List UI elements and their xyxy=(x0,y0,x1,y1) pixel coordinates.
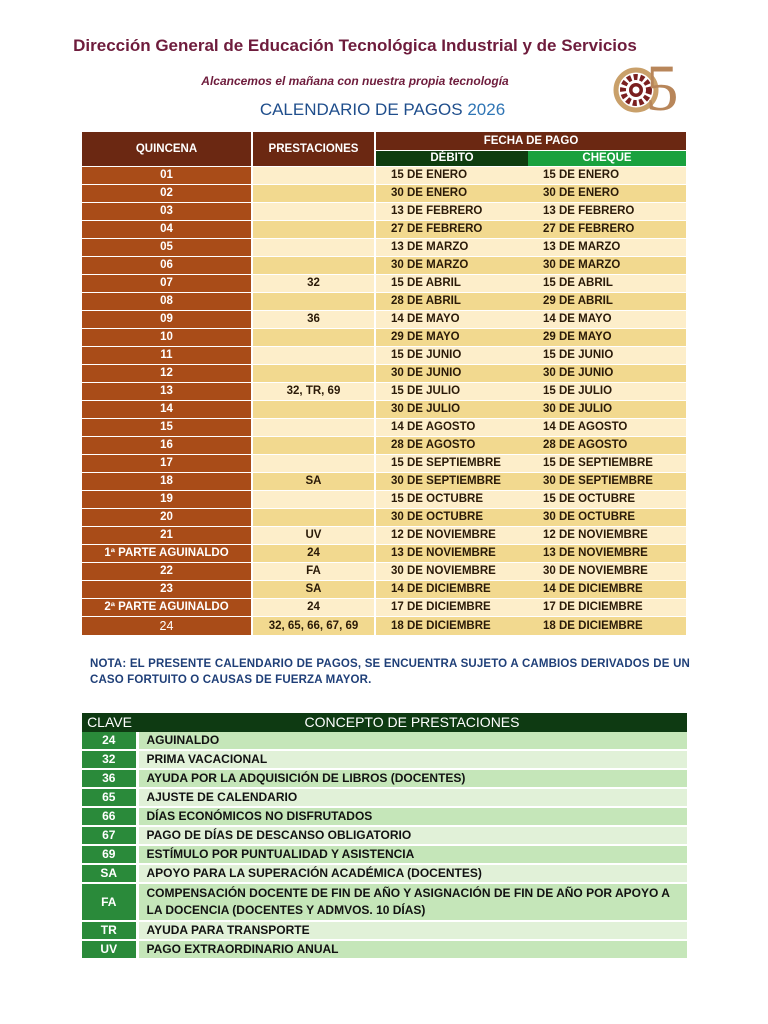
prestaciones-cell xyxy=(252,437,375,455)
prestaciones-cell xyxy=(252,203,375,221)
quincena-cell: 20 xyxy=(82,509,252,527)
cheque-date-cell: 29 DE MAYO xyxy=(528,329,686,347)
quincena-cell: 22 xyxy=(82,563,252,581)
prestaciones-cell: 32, 65, 66, 67, 69 xyxy=(252,617,375,636)
quincena-cell: 15 xyxy=(82,419,252,437)
quincena-cell: 11 xyxy=(82,347,252,365)
cheque-date-cell: 30 DE JUNIO xyxy=(528,365,686,383)
table-row xyxy=(82,509,686,527)
cheque-date-cell: 15 DE ABRIL xyxy=(528,275,686,293)
cheque-date-cell: 14 DE AGOSTO xyxy=(528,419,686,437)
prestaciones-cell xyxy=(252,257,375,275)
cheque-date-cell: 17 DE DICIEMBRE xyxy=(528,599,686,617)
table-row xyxy=(82,563,686,581)
concepto-cell: AYUDA POR LA ADQUISICIÓN DE LIBROS (DOCENTES) xyxy=(137,769,687,788)
debito-date-cell: 30 DE ENERO xyxy=(375,185,528,203)
cheque-date-cell: 30 DE ENERO xyxy=(528,185,686,203)
table-row xyxy=(82,732,687,750)
debito-date-cell: 28 DE ABRIL xyxy=(375,293,528,311)
quincena-cell: 23 xyxy=(82,581,252,599)
debito-date-cell: 29 DE MAYO xyxy=(375,329,528,347)
cheque-date-cell: 30 DE NOVIEMBRE xyxy=(528,563,686,581)
prestaciones-cell xyxy=(252,239,375,257)
debito-date-cell: 13 DE FEBRERO xyxy=(375,203,528,221)
prestaciones-cell: 32, TR, 69 xyxy=(252,383,375,401)
cheque-date-cell: 14 DE MAYO xyxy=(528,311,686,329)
debito-date-cell: 15 DE JULIO xyxy=(375,383,528,401)
concepto-cell: AGUINALDO xyxy=(137,732,687,750)
table-row xyxy=(82,455,686,473)
clave-cell: TR xyxy=(82,921,137,940)
debito-date-cell: 15 DE OCTUBRE xyxy=(375,491,528,509)
cheque-date-cell: 30 DE MARZO xyxy=(528,257,686,275)
prestaciones-cell xyxy=(252,509,375,527)
debito-date-cell: 15 DE SEPTIEMBRE xyxy=(375,455,528,473)
clave-cell: 36 xyxy=(82,769,137,788)
concepto-cell: PRIMA VACACIONAL xyxy=(137,750,687,769)
table-row xyxy=(82,527,686,545)
table-row xyxy=(82,750,687,769)
debito-date-cell: 27 DE FEBRERO xyxy=(375,221,528,239)
institution-motto: Alcancemos el mañana con nuestra propia tecnología xyxy=(201,74,509,88)
clave-cell: 24 xyxy=(82,732,137,750)
cheque-date-cell: 15 DE JULIO xyxy=(528,383,686,401)
debito-date-cell: 30 DE OCTUBRE xyxy=(375,509,528,527)
cheque-date-cell: 30 DE SEPTIEMBRE xyxy=(528,473,686,491)
quincena-cell: 08 xyxy=(82,293,252,311)
institution-title: Dirección General de Educación Tecnológica Industrial y de Servicios xyxy=(73,36,637,55)
prestaciones-cell xyxy=(252,347,375,365)
cheque-date-cell: 15 DE OCTUBRE xyxy=(528,491,686,509)
quincena-cell: 02 xyxy=(82,185,252,203)
table-row xyxy=(82,864,687,883)
cheque-date-cell: 30 DE JULIO xyxy=(528,401,686,419)
table-row xyxy=(82,167,686,185)
prestaciones-cell: UV xyxy=(252,527,375,545)
debito-date-cell: 12 DE NOVIEMBRE xyxy=(375,527,528,545)
cheque-date-cell: 13 DE FEBRERO xyxy=(528,203,686,221)
clave-cell: 67 xyxy=(82,826,137,845)
table-row xyxy=(82,239,686,257)
table-row xyxy=(82,491,686,509)
col-header-cheque: CHEQUE xyxy=(528,151,686,167)
table-row xyxy=(82,581,686,599)
table-row xyxy=(82,883,687,921)
table-row xyxy=(82,311,686,329)
table-row xyxy=(82,545,686,563)
table-row xyxy=(82,347,686,365)
concepto-cell: COMPENSACIÓN DOCENTE DE FIN DE AÑO Y ASIGNACIÓN DE FIN DE AÑO POR APOYO A LA DOCENCIA (DOCENTES Y ADMVOS. 10 DÍAS) xyxy=(137,883,687,921)
quincena-cell: 09 xyxy=(82,311,252,329)
col-header-debito: DÉBITO xyxy=(375,151,528,167)
debito-date-cell: 15 DE JUNIO xyxy=(375,347,528,365)
prestaciones-cell xyxy=(252,329,375,347)
debito-date-cell: 30 DE JUNIO xyxy=(375,365,528,383)
debito-date-cell: 28 DE AGOSTO xyxy=(375,437,528,455)
cheque-date-cell: 27 DE FEBRERO xyxy=(528,221,686,239)
quincena-cell: 18 xyxy=(82,473,252,491)
col-header-fecha-pago: FECHA DE PAGO xyxy=(375,132,686,151)
cheque-date-cell: 13 DE NOVIEMBRE xyxy=(528,545,686,563)
debito-date-cell: 13 DE NOVIEMBRE xyxy=(375,545,528,563)
benefits-rows xyxy=(82,732,687,959)
quincena-cell: 14 xyxy=(82,401,252,419)
prestaciones-cell xyxy=(252,293,375,311)
clave-cell: 66 xyxy=(82,807,137,826)
table-row xyxy=(82,365,686,383)
table-row xyxy=(82,845,687,864)
debito-date-cell: 14 DE DICIEMBRE xyxy=(375,581,528,599)
quincena-cell: 07 xyxy=(82,275,252,293)
cheque-date-cell: 29 DE ABRIL xyxy=(528,293,686,311)
debito-date-cell: 30 DE NOVIEMBRE xyxy=(375,563,528,581)
col-header-prestaciones: PRESTACIONES xyxy=(252,132,375,167)
concepto-cell: DÍAS ECONÓMICOS NO DISFRUTADOS xyxy=(137,807,687,826)
prestaciones-cell xyxy=(252,221,375,239)
prestaciones-cell xyxy=(252,185,375,203)
prestaciones-cell xyxy=(252,455,375,473)
table-row xyxy=(82,203,686,221)
debito-date-cell: 18 DE DICIEMBRE xyxy=(375,617,528,636)
table-row xyxy=(82,940,687,959)
table-row xyxy=(82,921,687,940)
prestaciones-cell xyxy=(252,419,375,437)
quincena-cell: 12 xyxy=(82,365,252,383)
table-row xyxy=(82,473,686,491)
cheque-date-cell: 28 DE AGOSTO xyxy=(528,437,686,455)
table-row xyxy=(82,275,686,293)
prestaciones-cell xyxy=(252,365,375,383)
table-row xyxy=(82,221,686,239)
quincena-cell: 24 xyxy=(82,617,252,636)
quincena-cell: 19 xyxy=(82,491,252,509)
quincena-cell: 04 xyxy=(82,221,252,239)
table-row xyxy=(82,419,686,437)
quincena-cell: 03 xyxy=(82,203,252,221)
quincena-cell: 05 xyxy=(82,239,252,257)
quincena-cell: 2ª PARTE AGUINALDO xyxy=(82,599,252,617)
clave-cell: UV xyxy=(82,940,137,959)
prestaciones-cell: SA xyxy=(252,473,375,491)
quincena-cell: 17 xyxy=(82,455,252,473)
clave-cell: 32 xyxy=(82,750,137,769)
quincena-cell: 13 xyxy=(82,383,252,401)
col-header-quincena: QUINCENA xyxy=(82,132,252,167)
cheque-date-cell: 15 DE ENERO xyxy=(528,167,686,185)
debito-date-cell: 30 DE JULIO xyxy=(375,401,528,419)
clave-cell: SA xyxy=(82,864,137,883)
prestaciones-cell xyxy=(252,167,375,185)
debito-date-cell: 14 DE MAYO xyxy=(375,311,528,329)
quincena-cell: 1ª PARTE AGUINALDO xyxy=(82,545,252,563)
prestaciones-cell: FA xyxy=(252,563,375,581)
debito-date-cell: 14 DE AGOSTO xyxy=(375,419,528,437)
prestaciones-cell: 24 xyxy=(252,545,375,563)
payment-calendar-table xyxy=(82,132,686,636)
quincena-cell: 01 xyxy=(82,167,252,185)
debito-date-cell: 13 DE MARZO xyxy=(375,239,528,257)
cheque-date-cell: 18 DE DICIEMBRE xyxy=(528,617,686,636)
quincena-cell: 21 xyxy=(82,527,252,545)
table-row xyxy=(82,788,687,807)
calendar-year: 2026 xyxy=(467,100,506,119)
concepto-cell: APOYO PARA LA SUPERACIÓN ACADÉMICA (DOCENTES) xyxy=(137,864,687,883)
concepto-cell: PAGO EXTRAORDINARIO ANUAL xyxy=(137,940,687,959)
concepto-cell: PAGO DE DÍAS DE DESCANSO OBLIGATORIO xyxy=(137,826,687,845)
table-row xyxy=(82,769,687,788)
table-row xyxy=(82,807,687,826)
anniversary-logo-icon xyxy=(612,38,686,118)
clave-cell: 69 xyxy=(82,845,137,864)
debito-date-cell: 17 DE DICIEMBRE xyxy=(375,599,528,617)
table-row xyxy=(82,401,686,419)
cheque-date-cell: 15 DE JUNIO xyxy=(528,347,686,365)
payment-rows xyxy=(82,167,686,636)
debito-date-cell: 15 DE ABRIL xyxy=(375,275,528,293)
col-header-concepto: CONCEPTO DE PRESTACIONES xyxy=(137,713,687,732)
debito-date-cell: 30 DE MARZO xyxy=(375,257,528,275)
clave-cell: 65 xyxy=(82,788,137,807)
logo-number: 5 xyxy=(645,52,679,118)
table-row xyxy=(82,257,686,275)
cheque-date-cell: 13 DE MARZO xyxy=(528,239,686,257)
col-header-clave: CLAVE xyxy=(82,713,137,732)
quincena-cell: 10 xyxy=(82,329,252,347)
table-row xyxy=(82,329,686,347)
table-row xyxy=(82,437,686,455)
prestaciones-cell: SA xyxy=(252,581,375,599)
prestaciones-cell: 36 xyxy=(252,311,375,329)
concepto-cell: AJUSTE DE CALENDARIO xyxy=(137,788,687,807)
table-row xyxy=(82,599,686,617)
table-row xyxy=(82,293,686,311)
table-row xyxy=(82,185,686,203)
prestaciones-cell: 24 xyxy=(252,599,375,617)
benefits-key-table xyxy=(82,713,687,960)
table-row xyxy=(82,617,686,636)
table-row xyxy=(82,383,686,401)
calendar-label: CALENDARIO DE PAGOS xyxy=(259,100,463,119)
clave-cell: FA xyxy=(82,883,137,921)
prestaciones-cell xyxy=(252,401,375,419)
quincena-cell: 16 xyxy=(82,437,252,455)
concepto-cell: ESTÍMULO POR PUNTUALIDAD Y ASISTENCIA xyxy=(137,845,687,864)
cheque-date-cell: 12 DE NOVIEMBRE xyxy=(528,527,686,545)
table-row xyxy=(82,826,687,845)
prestaciones-cell xyxy=(252,491,375,509)
cheque-date-cell: 15 DE SEPTIEMBRE xyxy=(528,455,686,473)
debito-date-cell: 30 DE SEPTIEMBRE xyxy=(375,473,528,491)
quincena-cell: 06 xyxy=(82,257,252,275)
cheque-date-cell: 30 DE OCTUBRE xyxy=(528,509,686,527)
cheque-date-cell: 14 DE DICIEMBRE xyxy=(528,581,686,599)
debito-date-cell: 15 DE ENERO xyxy=(375,167,528,185)
disclaimer-note: NOTA: EL PRESENTE CALENDARIO DE PAGOS, SE ENCUENTRA SUJETO A CAMBIOS DERIVADOS DE UN CASO FORTUITO O CAUSAS DE FUERZA MAYOR. xyxy=(90,658,690,686)
prestaciones-cell: 32 xyxy=(252,275,375,293)
concepto-cell: AYUDA PARA TRANSPORTE xyxy=(137,921,687,940)
